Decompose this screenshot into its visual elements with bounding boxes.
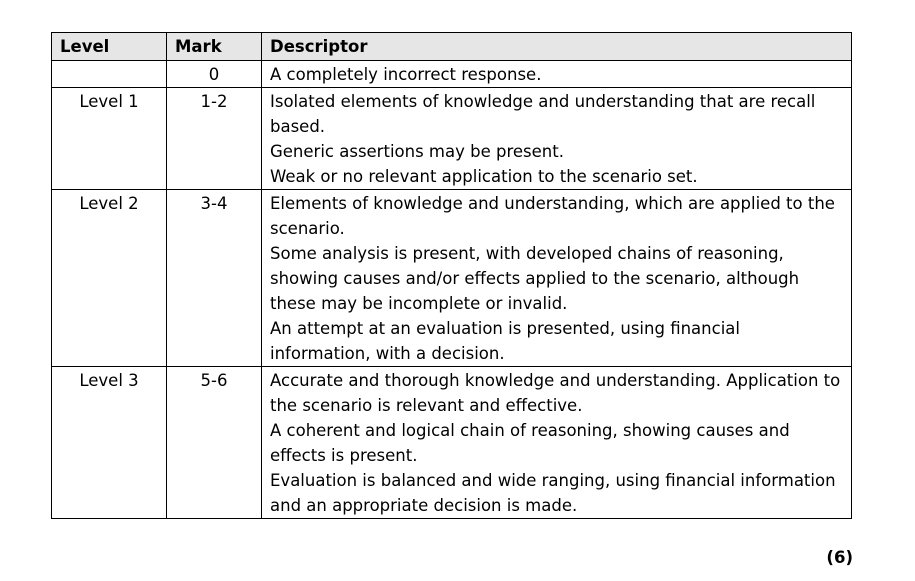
row-descriptor-cell <box>262 190 852 367</box>
descriptor-line: An attempt at an evaluation is presented, using financial information, with a decision. <box>270 319 740 363</box>
table-header-row <box>52 33 852 61</box>
row-mark-cell: 5-6 <box>167 367 262 519</box>
row-mark-cell: 3-4 <box>167 190 262 367</box>
row-level-cell: Level 1 <box>52 88 167 190</box>
descriptor-line: Isolated elements of knowledge and understanding that are recall based. <box>270 92 816 136</box>
table-row <box>52 190 852 367</box>
row-descriptor-cell <box>262 61 852 88</box>
descriptor-line: Elements of knowledge and understanding, which are applied to the scenario. <box>270 194 835 238</box>
descriptor-line: A coherent and logical chain of reasoning, showing causes and effects is present. <box>270 421 790 465</box>
row-level-cell <box>52 61 167 88</box>
mark-scheme-table <box>51 32 852 519</box>
descriptor-line: Evaluation is balanced and wide ranging, using financial information and an appropriate decision is made. <box>270 471 836 515</box>
table-row <box>52 61 852 88</box>
row-descriptor-cell <box>262 88 852 190</box>
table-row <box>52 367 852 519</box>
descriptor-line: A completely incorrect response. <box>270 65 542 84</box>
descriptor-line: Weak or no relevant application to the scenario set. <box>270 167 698 186</box>
row-mark-cell: 1-2 <box>167 88 262 190</box>
row-descriptor-cell <box>262 367 852 519</box>
descriptor-line: Accurate and thorough knowledge and understanding. Application to the scenario is relevant and effective. <box>270 371 841 415</box>
row-mark-cell: 0 <box>167 61 262 88</box>
row-level-cell: Level 2 <box>52 190 167 367</box>
total-marks: (6) <box>826 548 853 567</box>
header-mark: Mark <box>167 33 262 61</box>
header-level: Level <box>52 33 167 61</box>
descriptor-line: Generic assertions may be present. <box>270 142 564 161</box>
descriptor-line: Some analysis is present, with developed chains of reasoning, showing causes and/or effects applied to the scenario, although these may be incomplete or invalid. <box>270 244 800 313</box>
row-level-cell: Level 3 <box>52 367 167 519</box>
table-row <box>52 88 852 190</box>
header-descriptor: Descriptor <box>262 33 852 61</box>
